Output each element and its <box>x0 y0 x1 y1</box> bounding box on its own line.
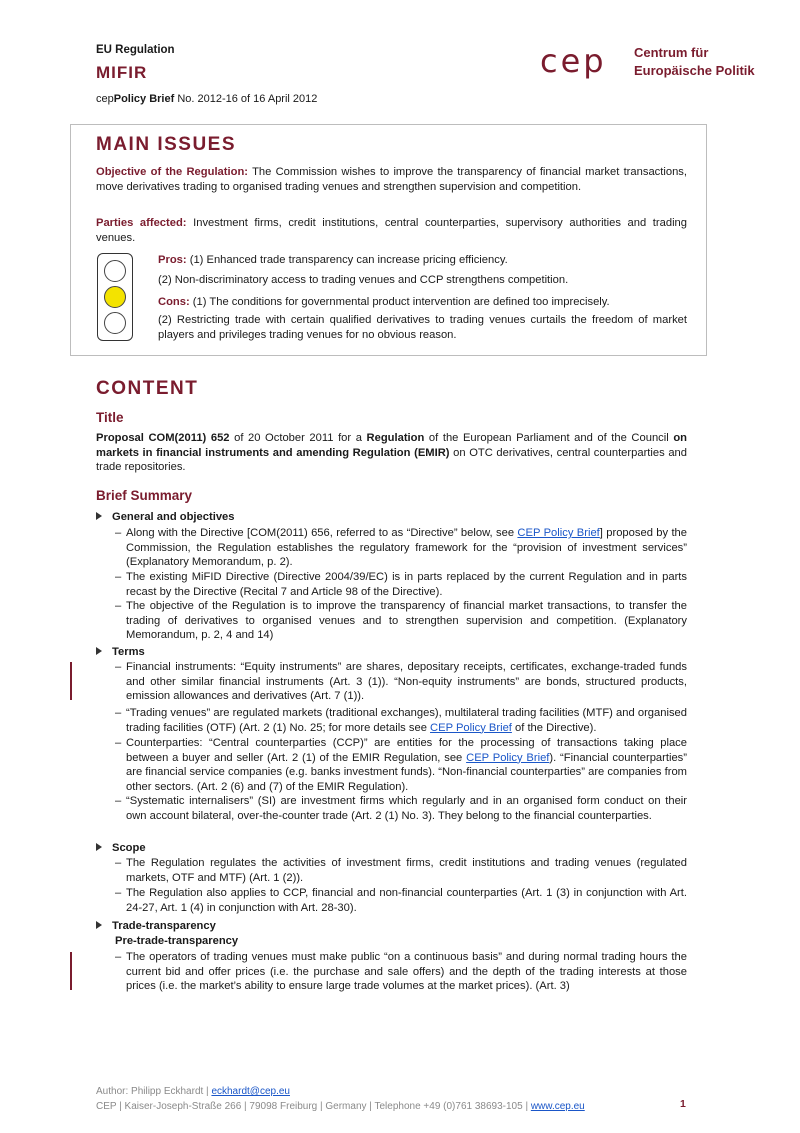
logo-org-line1: Centrum für <box>634 45 709 60</box>
pros-line-1 <box>158 253 687 268</box>
brief-reference <box>96 93 317 105</box>
scope-item-1: The Regulation regulates the activities of investment firms, credit institutions and trading venues (regulated markets, OTF and MTF) (Art. 1 (2)). <box>126 857 687 884</box>
list-item: – The operators of trading venues must make public “on a continuous basis” and during normal trading hours the current bid and offer prices (i.e. the purchase and sale offers) and the depth of the trading interests at those prices (i.e. the market’s ability to ensure large trade volumes at the market prices). (Art. 3) <box>115 951 687 992</box>
objective-label: Objective of the Regulation: <box>96 166 249 178</box>
traffic-light-top-lamp <box>104 260 126 282</box>
terms-heading <box>96 646 145 658</box>
pretrade-item-1: The operators of trading venues must make public “on a continuous basis” and during normal trading hours the current bid and offer prices (i.e. the purchase and sale offers) and the depth of the trading interests at those prices (i.e. the market’s ability to ensure large trade volumes at the market prices). (Art. 3) <box>126 951 687 992</box>
logo-organisation <box>634 44 755 80</box>
logo-wordmark: cep <box>540 42 607 80</box>
footer-address: CEP | Kaiser-Joseph-Straße 266 | 79098 Freiburg | Germany | Telephone +49 (0)761 38693-105 | <box>96 1101 531 1112</box>
scope-heading-label: Scope <box>112 842 146 854</box>
terms-item-4: “Systematic internalisers” (SI) are investment firms which regularly and in an organised form conduct on their own account bilateral, over-the-counter trade (Art. 2 (1) No. 3). They belong to the financial counterparties. <box>126 795 687 822</box>
document-title: MIFIR <box>96 63 148 82</box>
general-item-3: The objective of the Regulation is to improve the transparency of financial market transactions, to transfer the trading of derivatives to organised venues and to strengthen supervision and competition. (Explanatory Memorandum, p. 2, 4 and 14) <box>126 600 687 641</box>
pros-line-2: (2) Non-discriminatory access to trading venues and CCP strengthens competition. <box>158 274 569 286</box>
cons-line-1 <box>158 295 687 310</box>
list-item: – The Regulation regulates the activities of investment firms, credit institutions and trading venues (regulated markets, OTF and MTF) (Art. 1 (2)). <box>115 857 687 884</box>
pros-item-1: (1) Enhanced trade transparency can increase pricing efficiency. <box>186 254 508 266</box>
terms-item-2-a: “Trading venues” are regulated markets (traditional exchanges), multilateral trading facilities (MTF) and organised trading facilities (OTF) (Art. 2 (1) No. 25; for more details see <box>126 707 687 734</box>
brief-summary-subheading: Brief Summary <box>96 488 193 503</box>
list-item: – “Systematic internalisers” (SI) are investment firms which regularly and in an organised form conduct on their own account bilateral, over-the-counter trade (Art. 2 (1) No. 3). They belong to the financial counterparties. <box>115 795 687 822</box>
scope-heading <box>96 842 146 854</box>
title-subheading: Title <box>96 410 124 425</box>
cep-policy-brief-link[interactable]: CEP Policy Brief <box>517 527 600 539</box>
author-email-link[interactable]: eckhardt@cep.eu <box>211 1086 290 1097</box>
terms-item-2-b: of the Directive). <box>511 721 597 734</box>
terms-heading-label: Terms <box>112 646 145 658</box>
general-item-2: The existing MiFID Directive (Directive 2004/39/EC) is in parts replaced by the current Regulation and in parts recast by the Directive (Recital 7 and Article 98 of the Directive). <box>126 571 687 598</box>
list-item: – The Regulation also applies to CCP, financial and non-financial counterparties (Art. 1 (3) in conjunction with Art. 24-27, Art. 1 (4) in conjunction with Art. 28-30). <box>115 887 687 914</box>
general-item-1-b: ] proposed by the Commission, the Regulation establishes the regulatory framework for the “provision of investment services” (Explanatory Memorandum, p. 2). <box>126 527 687 568</box>
list-item: – Counterparties: “Central counterparties (CCP)” are entities for the processing of transactions taking place between a buyer and seller (Art. 2 (1) of the EMIR Regulation, see CEP Policy Brief). “Financial counterparties” are financial service companies (e.g. banks investment funds). “Non-financial counterparties” are companies from other sectors. (Art. 2 (6) and (7) of the EMIR Regulation). <box>115 737 688 793</box>
general-item-1-a: Along with the Directive [COM(2011) 656, referred to as “Directive” below, see <box>126 527 518 539</box>
cep-policy-brief-link[interactable]: CEP Policy Brief <box>466 751 550 764</box>
title-text-3: on OTC derivatives, central counterparties and trade repositories. <box>96 446 687 473</box>
footer-author-line <box>96 1084 585 1099</box>
terms-item-3-b: ). “Financial counterparties” are financial service companies (e.g. banks investment funds). “Non-financial counterparties” are companies from other sectors. (Art. 2 (6) and (7) of the EMIR Regulation). <box>126 751 688 793</box>
list-item: – “Trading venues” are regulated markets (traditional exchanges), multilateral trading facilities (MTF) and organised trading facilities (OTF) (Art. 2 (1) No. 25; for more details see CEP Policy Brief of the Directive). <box>115 707 687 734</box>
list-item: – Along with the Directive [COM(2011) 656, referred to as “Directive” below, see CEP Policy Brief] proposed by the Commission, the Regulation establishes the regulatory framework for the “provision of investment services” (Explanatory Memorandum, p. 2). <box>115 527 687 568</box>
bullet-arrow-icon <box>96 512 102 520</box>
brief-bold: Policy Brief <box>113 93 175 105</box>
bullet-arrow-icon <box>96 647 102 655</box>
cep-policy-brief-link[interactable]: CEP Policy Brief <box>430 721 512 734</box>
title-text-2: of the European Parliament and of the Council <box>424 432 674 444</box>
parties-label: Parties affected: <box>96 217 187 229</box>
terms-item-1: Financial instruments: “Equity instruments” are shares, depositary receipts, certificates, exchange-traded funds and other similar financial instruments (Art. 3 (1)). “Non-equity instruments” are bonds, structured products, emission allowances and derivatives (Art. 7 (1)). <box>126 661 687 702</box>
bullet-arrow-icon <box>96 921 102 929</box>
brief-rest: No. 2012-16 of 16 April 2012 <box>174 93 318 105</box>
pre-trade-heading: Pre-trade-transparency <box>115 935 239 947</box>
document-category: EU Regulation <box>96 44 175 56</box>
scope-item-2: The Regulation also applies to CCP, financial and non-financial counterparties (Art. 1 (3) in conjunction with Art. 24-27, Art. 1 (4) in conjunction with Art. 28-30). <box>126 887 687 914</box>
title-text-1: of 20 October 2011 for a <box>229 432 367 444</box>
pros-label: Pros: <box>158 254 187 266</box>
terms-item-3-a: Counterparties: “Central counterparties (CCP)” are entities for the processing of transactions taking place between a buyer and seller (Art. 2 (1) of the EMIR Regulation, see <box>126 737 687 764</box>
trade-transparency-heading <box>96 920 216 932</box>
cons-label: Cons: <box>158 296 190 308</box>
objective-text: The Commission wishes to improve the transparency of financial market transactions, move derivatives trading to organised trading venues and strengthen supervision and competition. <box>96 166 688 193</box>
title-regulation: Regulation <box>366 432 425 444</box>
trade-heading-label: Trade-transparency <box>112 920 216 932</box>
list-item: – The existing MiFID Directive (Directive 2004/39/EC) is in parts replaced by the current Regulation and in parts recast by the Directive (Recital 7 and Article 98 of the Directive). <box>115 571 687 598</box>
general-heading-label: General and objectives <box>112 511 235 523</box>
footer-address-line <box>96 1099 585 1114</box>
brief-prefix: cep <box>96 93 114 105</box>
parties-text: Investment firms, credit institutions, central counterparties, supervisory authorities and trading venues. <box>96 217 687 244</box>
main-issues-heading: MAIN ISSUES <box>96 134 237 155</box>
traffic-light-middle-lamp <box>104 286 126 308</box>
logo-org-line2: Europäische Politik <box>634 63 755 78</box>
bullet-arrow-icon <box>96 843 102 851</box>
title-subject: on markets in financial instruments and amending Regulation (EMIR) <box>96 432 687 459</box>
footer-author: Author: Philipp Eckhardt | <box>96 1086 212 1097</box>
page-footer <box>96 1084 585 1114</box>
margin-marker <box>70 662 72 700</box>
title-paragraph <box>96 431 687 475</box>
website-link[interactable]: www.cep.eu <box>530 1101 585 1112</box>
traffic-light-bottom-lamp <box>104 312 126 334</box>
general-heading <box>96 511 235 523</box>
list-item: – The objective of the Regulation is to improve the transparency of financial market transactions, to transfer the trading of derivatives to organised venues and to strengthen supervision and competition. (Explanatory Memorandum, p. 2, 4 and 14) <box>115 600 687 641</box>
content-heading: CONTENT <box>96 378 199 399</box>
cep-logo <box>540 40 760 90</box>
objective-paragraph <box>96 165 687 194</box>
cons-line-2: (2) Restricting trade with certain qualified derivatives to trading venues curtails the freedom of market players and privileges trading venues for no obvious reason. <box>158 314 687 341</box>
list-item: – Financial instruments: “Equity instruments” are shares, depositary receipts, certificates, exchange-traded funds and other similar financial instruments (Art. 3 (1)). “Non-equity instruments” are bonds, structured products, emission allowances and derivatives (Art. 7 (1)). <box>115 661 687 702</box>
parties-paragraph <box>96 216 687 245</box>
page-number: 1 <box>680 1098 686 1110</box>
title-proposal: Proposal COM(2011) 652 <box>96 432 230 444</box>
margin-marker <box>70 952 72 990</box>
traffic-light-icon <box>97 253 133 341</box>
cons-item-1: (1) The conditions for governmental product intervention are defined too imprecisely. <box>189 296 610 308</box>
